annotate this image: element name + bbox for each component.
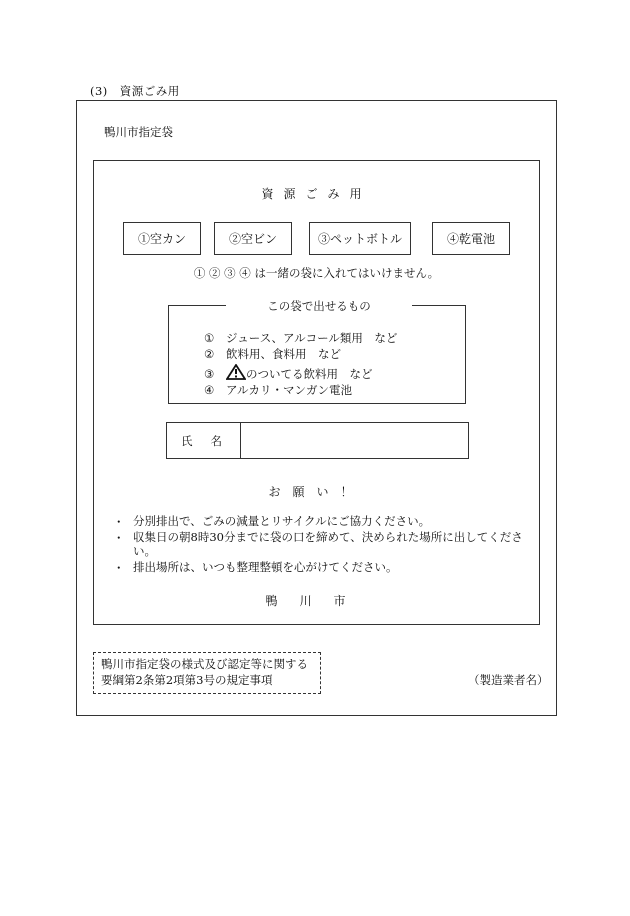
category-bottles: ②空ビン (214, 222, 292, 255)
warning-triangle-icon (226, 364, 246, 383)
name-value-area (241, 423, 468, 458)
allowed-item (204, 382, 352, 398)
item-text: のついてる飲料用 など (246, 367, 373, 381)
manufacturer-name: （製造業者名） (468, 673, 549, 687)
allowed-items-title: この袋で出せるもの (226, 298, 412, 314)
city-name: 鴨川市 (265, 594, 368, 608)
item-number: ② (204, 347, 215, 361)
regulation-note (93, 652, 321, 694)
request-item: 排出場所は、いつも整理整頓を心がけてください。 (133, 560, 398, 574)
allowed-item (204, 346, 341, 362)
request-item: 分別排出で、ごみの減量とリサイクルにご協力ください。 (133, 514, 431, 528)
item-number: ④ (204, 383, 215, 397)
category-batteries: ④乾電池 (432, 222, 510, 255)
item-number: ① (204, 331, 215, 345)
item-text: ジュース、アルコール類用 など (226, 331, 398, 345)
bag-title: 資源ごみ用 (261, 187, 372, 201)
request-title: お願い！ (268, 485, 365, 499)
regulation-line: 鴨川市指定袋の様式及び認定等に関する (101, 657, 308, 671)
category-cans: ①空カン (123, 222, 201, 255)
name-field (166, 422, 469, 459)
regulation-line: 要綱第2条第2項第3号の規定事項 (101, 673, 273, 687)
category-pet-bottles: ③ペットボトル (309, 222, 411, 255)
allowed-item (204, 330, 397, 346)
bag-name: 鴨川市指定袋 (104, 125, 173, 139)
bullet-mark: ・ (113, 561, 125, 575)
separate-note: ① ② ③ ④ は一緒の袋に入れてはいけません。 (193, 266, 440, 280)
item-text: 飲料用、食料用 など (226, 347, 341, 361)
allowed-item (204, 364, 373, 383)
item-number: ③ (204, 367, 215, 381)
request-item: 収集日の朝8時30分までに袋の口を締めて、決められた場所に出してください。 (133, 530, 523, 558)
bullet-mark: ・ (113, 531, 125, 545)
name-label: 氏名 (167, 423, 241, 458)
item-text: アルカリ・マンガン電池 (226, 383, 353, 397)
bullet-mark: ・ (113, 515, 125, 529)
section-title: (3) 資源ごみ用 (90, 84, 180, 98)
